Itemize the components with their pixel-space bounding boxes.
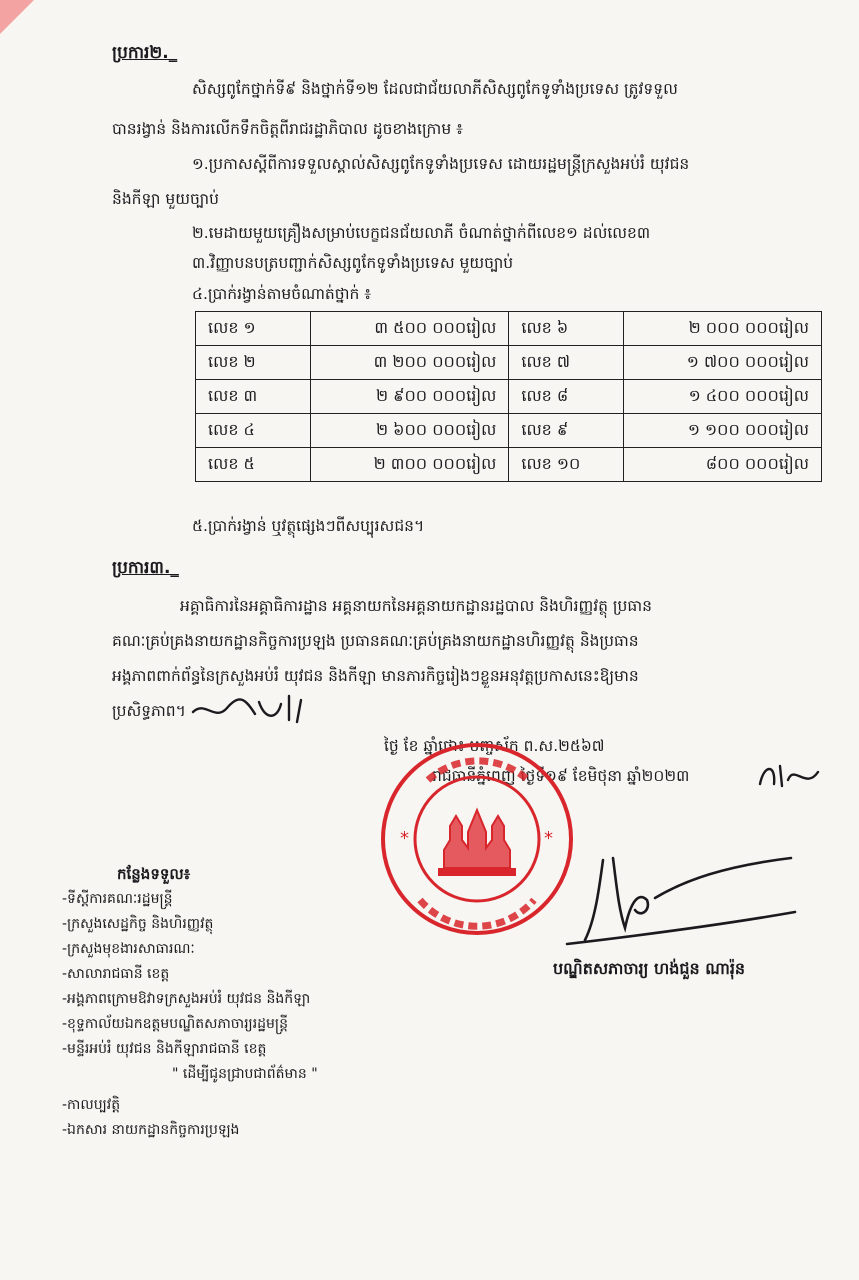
amount-cell: ១ ១០០ ០០០រៀល	[624, 414, 822, 448]
rank-cell: លេខ ២	[196, 346, 311, 380]
recipient-note: " ដើម្បីជូនជ្រាបជាព័ត៌មាន "	[172, 1066, 318, 1082]
article3-heading: ប្រការ៣._	[112, 558, 179, 578]
amount-cell: ២ ៦០០ ០០០រៀល	[311, 414, 509, 448]
amount-cell: ៨០០ ០០០រៀល	[624, 448, 822, 482]
amount-cell: ១ ៧០០ ០០០រៀល	[624, 346, 822, 380]
article2-heading: ប្រការ២._	[112, 43, 178, 63]
amount-cell: ១ ៤០០ ០០០រៀល	[624, 380, 822, 414]
rank-cell: លេខ ១	[196, 312, 311, 346]
recipient-item: -ក្រសួងសេដ្ឋកិច្ច និងហិរញ្ញវត្ថុ	[62, 916, 214, 932]
rank-cell: លេខ ៩	[509, 414, 624, 448]
rank-cell: លេខ ៤	[196, 414, 311, 448]
rank-cell: លេខ ៥	[196, 448, 311, 482]
article2-item2: ២.មេដាយមួយគ្រឿងសម្រាប់បេក្ខជនជ័យលាភី ចំណាត់ថ្នាក់ពីលេខ១ ដល់លេខ៣	[192, 224, 651, 242]
recipient-item: -ក្រសួងមុខងារសាធារណៈ	[62, 941, 195, 957]
amount-cell: ២ ០០០ ០០០រៀល	[624, 312, 822, 346]
amount-cell: ៣ ៥០០ ០០០រៀល	[311, 312, 509, 346]
prize-row	[196, 346, 822, 380]
article2-item4: ៤.ប្រាក់រង្វាន់តាមចំណាត់ថ្នាក់ ៖	[192, 285, 372, 303]
recipient-item: -មន្ទីរអប់រំ យុវជន និងកីឡារាជធានី ខេត្ត	[62, 1041, 267, 1057]
svg-text:*: *	[544, 828, 553, 849]
handwritten-initials	[754, 756, 824, 794]
recipient-item: -ឯកសារ នាយកដ្ឋានកិច្ចការប្រឡង	[62, 1122, 240, 1138]
solar-date: រាជធានីភ្នំពេញ ថ្ងៃទី១៩ ខែមិថុនា ឆ្នាំ២០២៣	[432, 767, 690, 785]
article3-line1: អគ្គាធិការនៃអគ្គាធិការដ្ឋាន អគ្គនាយកនៃអគ្គនាយកដ្ឋានរដ្ឋបាល និងហិរញ្ញវត្ថុ ប្រធាន	[180, 597, 652, 615]
rank-cell: លេខ ៣	[196, 380, 311, 414]
rank-cell: លេខ ៧	[509, 346, 624, 380]
article3-line2: គណៈគ្រប់គ្រងនាយកដ្ឋានកិច្ចការប្រឡង ប្រធានគណៈគ្រប់គ្រងនាយកដ្ឋានហិរញ្ញវត្ថុ និងប្រធាន	[112, 632, 639, 650]
prize-row	[196, 448, 822, 482]
rank-cell: លេខ ៦	[509, 312, 624, 346]
corner-mark	[0, 0, 34, 34]
article2-item1-line2: និងកីឡា មួយច្បាប់	[112, 190, 219, 208]
article3-line4: ប្រសិទ្ធភាព។	[112, 702, 186, 720]
article2-intro-line1: សិស្សពូកែថ្នាក់ទី៩ និងថ្នាក់ទី១២ ដែលជាជ័យលាភីសិស្សពូកែទូទាំងប្រទេស ត្រូវទទួល	[192, 80, 678, 98]
article2-item1-line1: ១.ប្រកាសស្ដីពីការទទួលស្គាល់សិស្សពូកែទូទាំងប្រទេស ដោយរដ្ឋមន្ត្រីក្រសួងអប់រំ យុវជន	[192, 155, 690, 173]
signatory-name: បណ្ឌិតសភាចារ្យ ហង់ជួន ណារ៉ុន	[553, 959, 746, 978]
handwritten-initials	[185, 690, 315, 730]
svg-text:*: *	[400, 828, 409, 849]
article2-intro-line2: បានរង្វាន់ និងការលើកទឹកចិត្តពីរាជរដ្ឋាភិបាល ដូចខាងក្រោម ៖	[112, 120, 463, 138]
recipients-title: កន្លែងទទួល៖	[117, 865, 191, 883]
prize-row	[196, 380, 822, 414]
article3-line3: អង្គភាពពាក់ព័ន្ធនៃក្រសួងអប់រំ យុវជន និងកីឡា មានភារកិច្ចរៀងៗខ្លួនអនុវត្តប្រកាសនេះឱ្យមាន	[112, 667, 639, 685]
recipients-list	[62, 862, 318, 1143]
signature	[555, 840, 825, 950]
rank-cell: លេខ ១០	[509, 448, 624, 482]
article2-item3: ៣.វិញ្ញាបនបត្របញ្ជាក់សិស្សពូកែទូទាំងប្រទេស មួយច្បាប់	[192, 254, 514, 272]
recipient-item: -អង្គភាពក្រោមឱវាទក្រសួងអប់រំ យុវជន និងកីឡា	[62, 991, 311, 1007]
recipient-item: -ទីស្ដីការគណៈរដ្ឋមន្ត្រី	[62, 891, 173, 907]
amount-cell: ២ ៩០០ ០០០រៀល	[311, 380, 509, 414]
amount-cell: ២ ៣០០ ០០០រៀល	[311, 448, 509, 482]
prize-table	[195, 311, 822, 482]
article2-item5: ៥.ប្រាក់រង្វាន់ ឬវត្ថុផ្សេងៗពីសប្បុរសជន។	[192, 517, 425, 535]
recipient-item: -កាលប្បវត្តិ	[62, 1097, 121, 1113]
official-seal	[378, 740, 576, 938]
recipient-item: -សាលារាជធានី ខេត្ត	[62, 966, 170, 982]
prize-row	[196, 414, 822, 448]
recipient-item: -ខុទ្ទកាល័យឯកឧត្តមបណ្ឌិតសភាចារ្យរដ្ឋមន្ត្រី	[62, 1016, 288, 1032]
rank-cell: លេខ ៨	[509, 380, 624, 414]
amount-cell: ៣ ២០០ ០០០រៀល	[311, 346, 509, 380]
lunar-date: ថ្ងៃ ខែ ឆ្នាំថោះ បញ្ចស័ក ព.ស.២៥៦៧	[384, 737, 605, 755]
prize-row	[196, 312, 822, 346]
